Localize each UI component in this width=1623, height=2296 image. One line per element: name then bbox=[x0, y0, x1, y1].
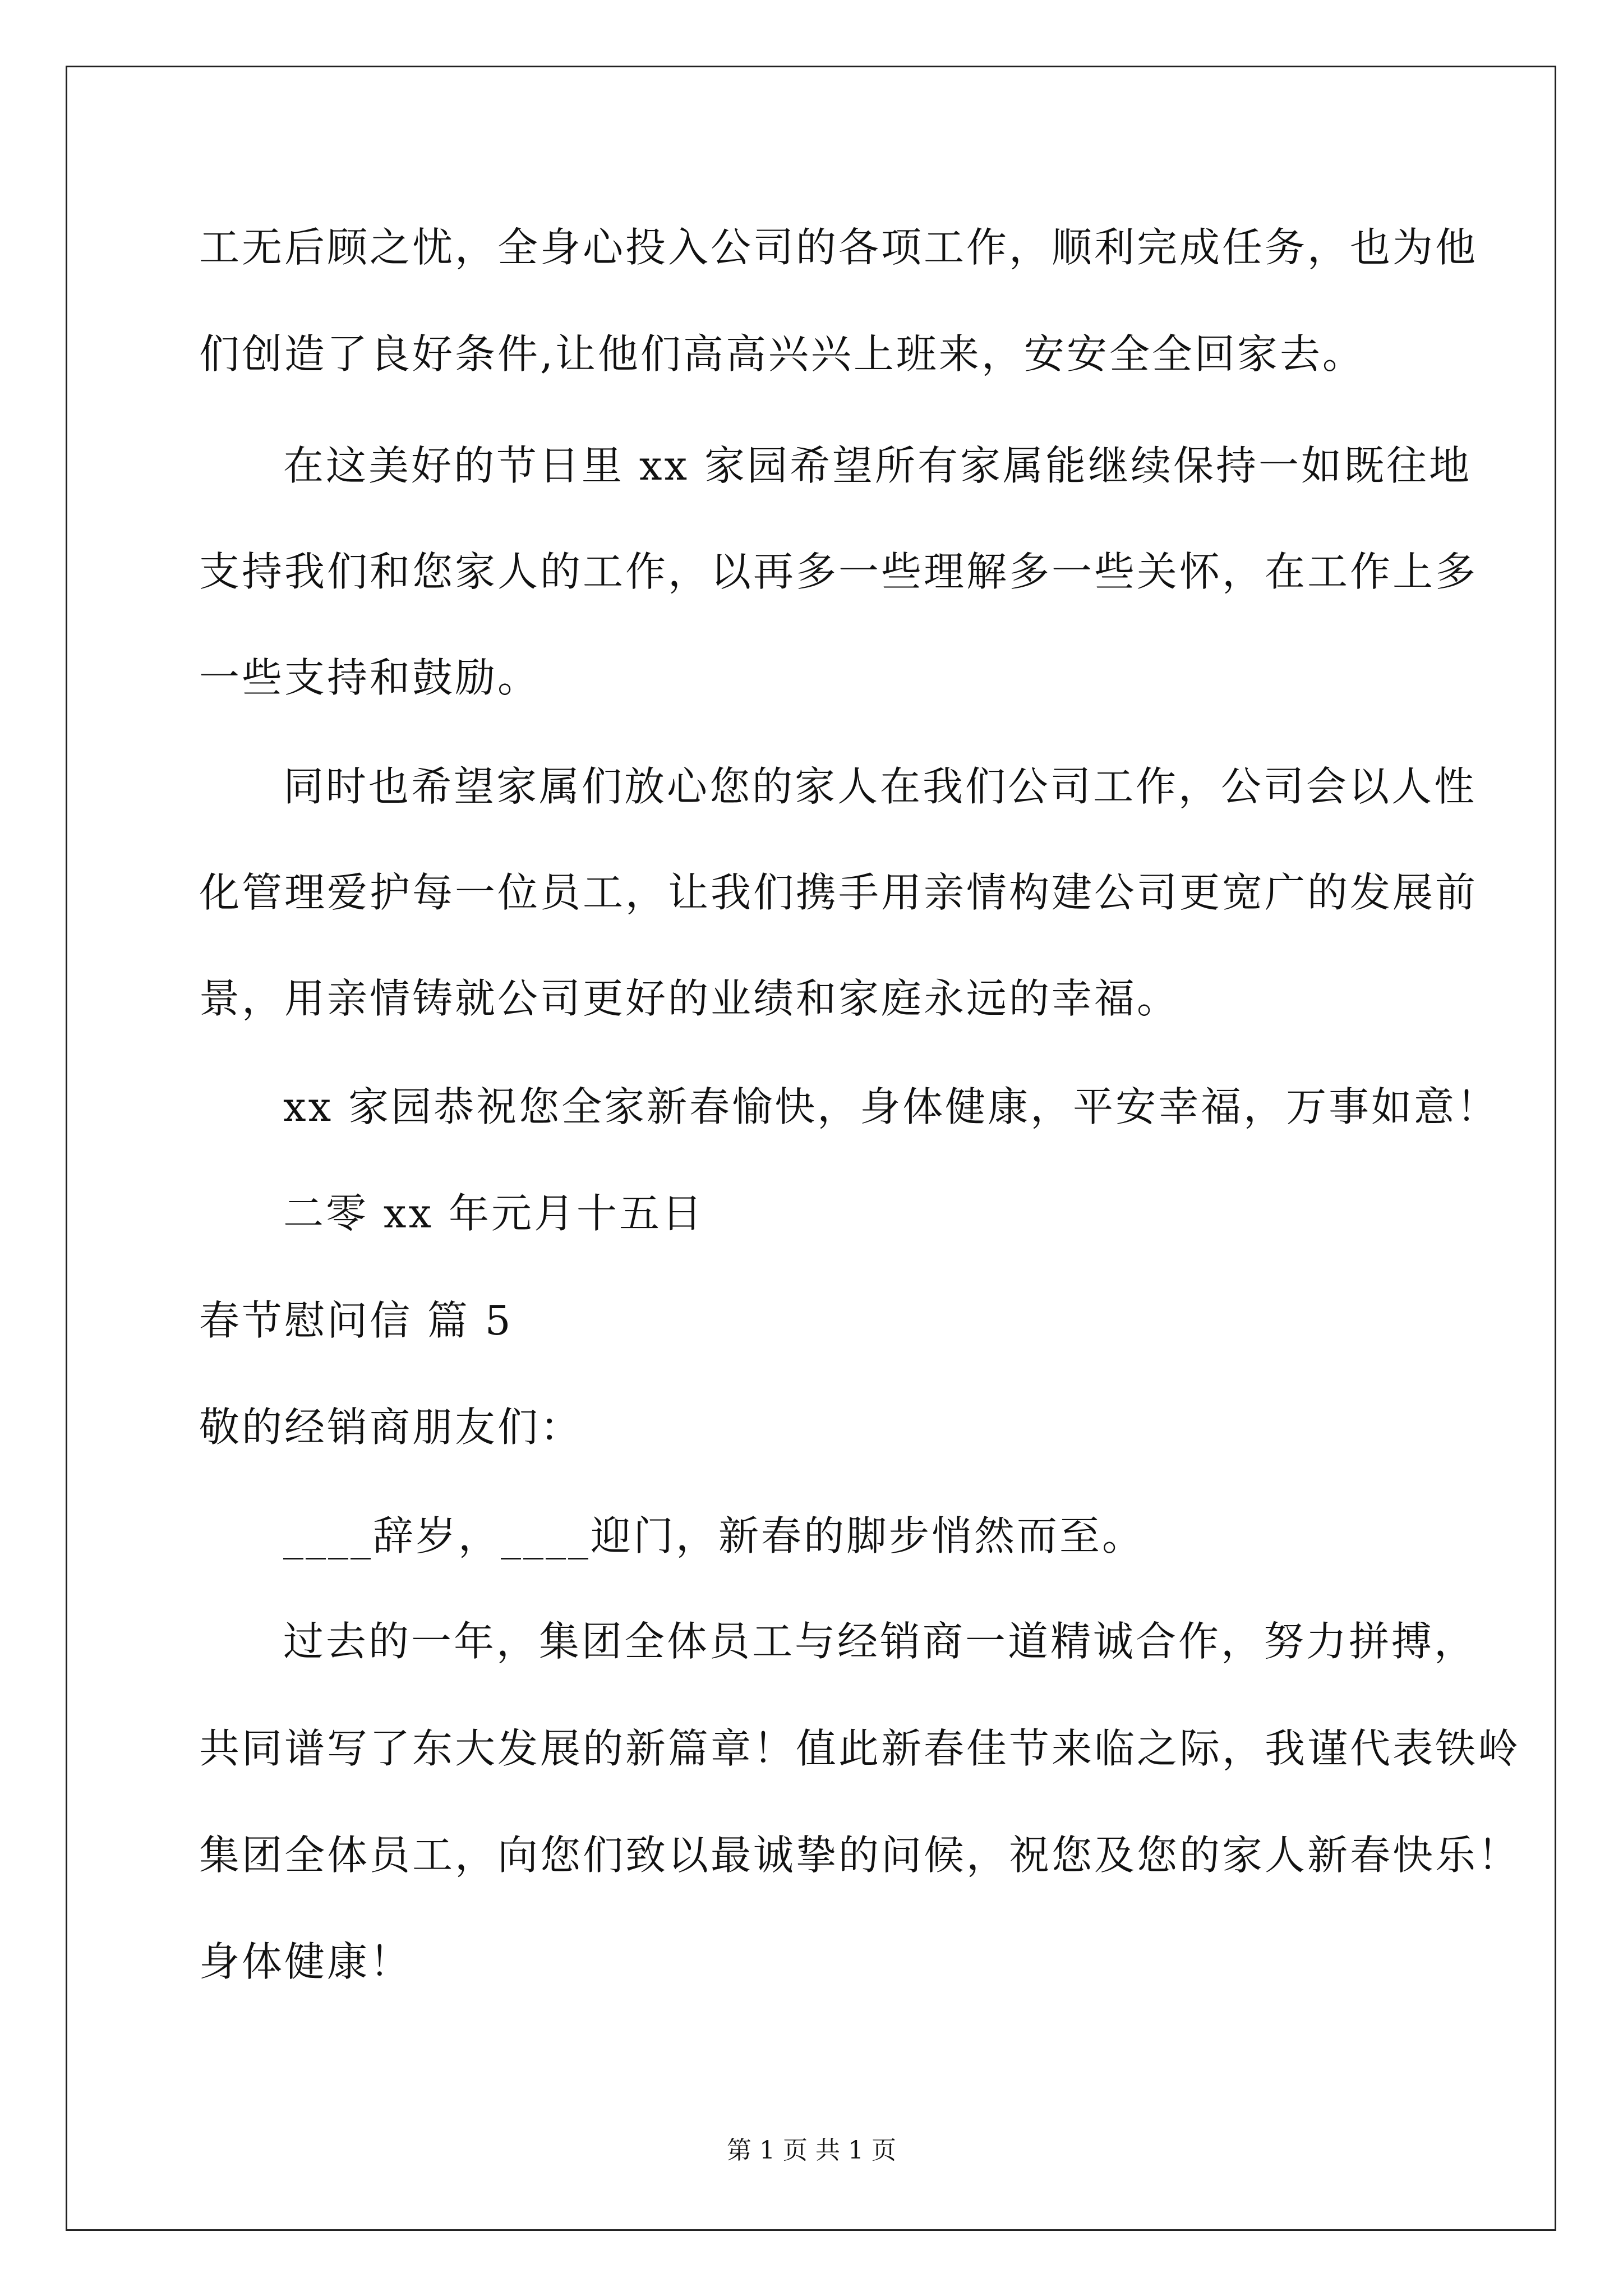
text-line: 在这美好的节日里 xx 家园希望所有家属能继续保持一如既往地 bbox=[283, 442, 1472, 489]
page-border bbox=[66, 66, 1556, 2231]
text-line: 支持我们和您家人的工作，以再多一些理解多一些关怀，在工作上多 bbox=[199, 548, 1478, 595]
text-line: 化管理爱护每一位员工，让我们携手用亲情构建公司更宽广的发展前 bbox=[199, 869, 1478, 916]
text-line: 工无后顾之忧，全身心投入公司的各项工作，顺利完成任务，也为他 bbox=[199, 224, 1478, 271]
section-heading: 春节慰问信 篇 5 bbox=[199, 1297, 513, 1344]
text-line: 敬的经销商朋友们： bbox=[199, 1404, 583, 1451]
text-line: ____辞岁，____迎门，新春的脚步悄然而至。 bbox=[283, 1512, 1145, 1559]
text-line: 一些支持和鼓励。 bbox=[199, 654, 541, 701]
text-line: 过去的一年，集团全体员工与经销商一道精诚合作，努力拼搏， bbox=[283, 1618, 1477, 1665]
text-line: 集团全体员工，向您们致以最诚挚的问候，祝您及您的家人新春快乐！ bbox=[199, 1832, 1521, 1879]
text-line: 们创造了良好条件,让他们高高兴兴上班来，安安全全回家去。 bbox=[199, 330, 1365, 378]
text-line: 景，用亲情铸就公司更好的业绩和家庭永远的幸福。 bbox=[199, 975, 1180, 1022]
text-line: xx 家园恭祝您全家新春愉快，身体健康，平安幸福，万事如意！ bbox=[283, 1083, 1500, 1130]
page-footer: 第 1 页 共 1 页 bbox=[727, 2136, 896, 2165]
text-line: 共同谱写了东大发展的新篇章！值此新春佳节来临之际，我谨代表铁岭 bbox=[199, 1725, 1521, 1772]
text-line: 身体健康！ bbox=[199, 1938, 413, 1985]
text-line: 二零 xx 年元月十五日 bbox=[283, 1190, 704, 1237]
text-line: 同时也希望家属们放心您的家人在我们公司工作，公司会以人性 bbox=[283, 763, 1477, 810]
